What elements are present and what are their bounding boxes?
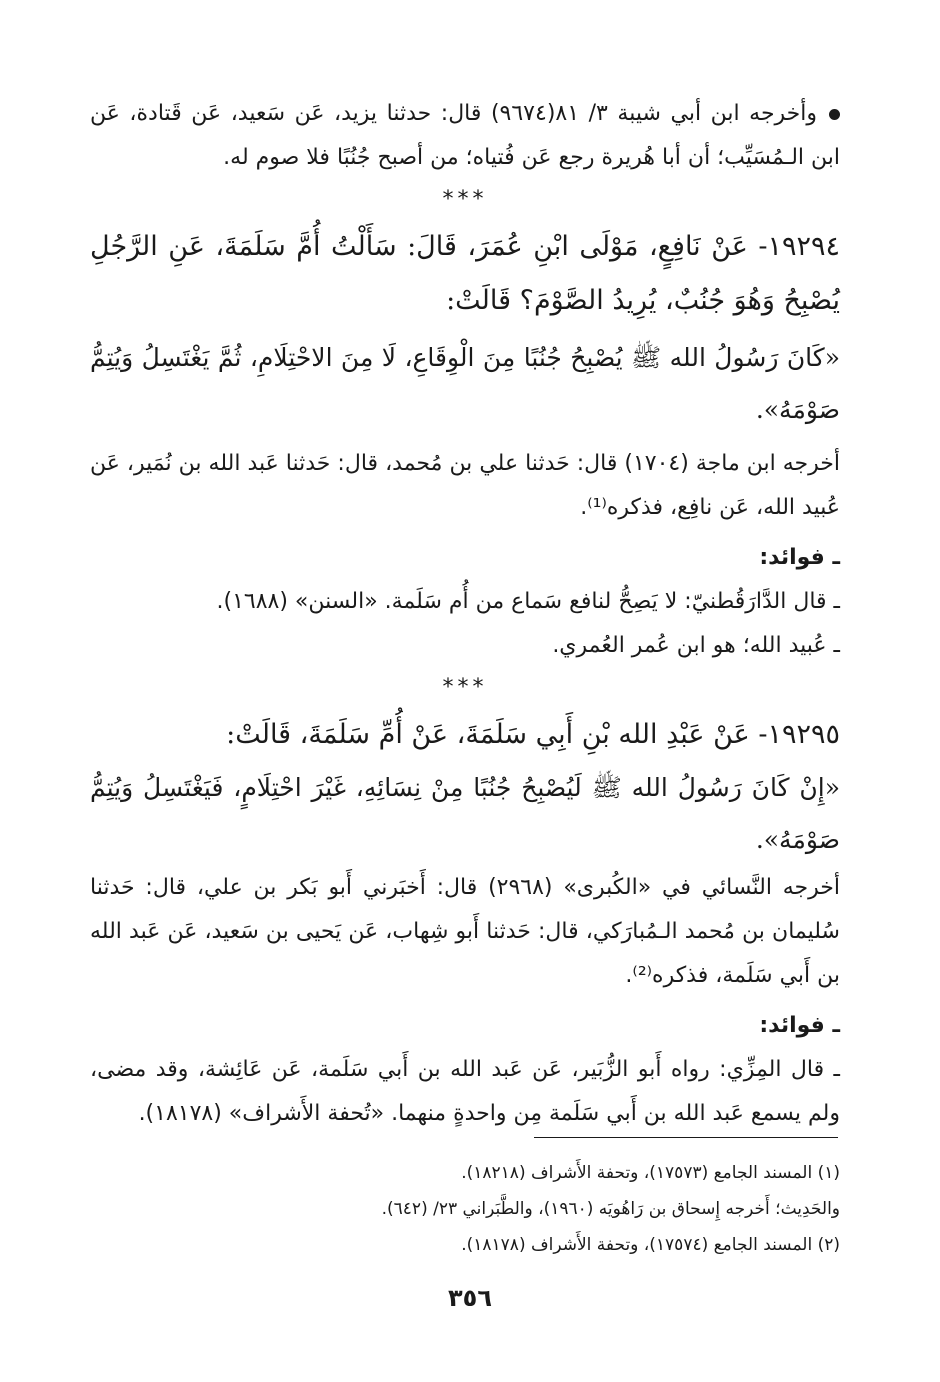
section-separator: ***	[442, 675, 488, 700]
hadith-19295-fawaid-1: ـ قال المِزِّي: رواه أَبو الزُّبَير، عَن عَبد الله بن أَبي سَلَمة، عَن عَائِشة، وقد مضى، ولم يسمع عَبد الله بن أَبي سَلَمة مِن واحدةٍ منهما. «تُحفة الأَشراف» (١٨١٧٨).	[90, 1057, 840, 1126]
footnote-divider	[534, 1137, 838, 1138]
main-text	[90, 92, 840, 1136]
intro-paragraph	[90, 92, 840, 180]
intro-text: وأخرجه ابن أبي شيبة ٣/ ٨١(٩٦٧٤) قال: حدثنا يزيد، عَن سَعيد، عَن قَتادة، عَن ابن الـمُسَيِّب؛ أن أبا هُريرة رجع عَن فُتياه؛ من أصبح جُنُبًا فلا صوم له.	[90, 101, 840, 170]
bullet-icon	[829, 109, 840, 120]
hadith-19294-takhrij: أخرجه ابن ماجة (١٧٠٤) قال: حَدثنا علي بن مُحمد، قال: حَدثنا عَبد الله بن نُمَير، عَن عُبيد الله، عَن نافِع، فذكره⁽¹⁾.	[90, 451, 840, 520]
hadith-19295-takhrij: أخرجه النَّسائي في «الكُبرى» (٢٩٦٨) قال: أَخبَرني أَبو بَكر بن علي، قال: حَدثنا سُليمان بن مُحمد الـمُبارَكي، قال: حَدثنا أَبو شِهاب، عَن يَحيى بن سَعيد، عَن عَبد الله بن أَبي سَلَمة، فذكره⁽²⁾.	[90, 875, 840, 988]
hadith-19294-fawaid-2: ـ عُبيد الله؛ هو ابن عُمر العُمري.	[552, 633, 840, 658]
hadith-19294-matn: «كَانَ رَسُولُ الله ﷺ يُصْبِحُ جُنُبًا مِنَ الْوِقَاعِ، لَا مِنَ الاحْتِلَامِ، ثُمَّ يَغْتَسِلُ وَيُتِمُّ صَوْمَهُ».	[90, 343, 840, 424]
hadith-19294-fawaid-1: ـ قال الدَّارَقُطنيّ: لا يَصِحُّ لنافع سَماع من أُم سَلَمة. «السنن» (١٦٨٨).	[216, 589, 840, 614]
footnote-2: (٢) المسند الجامع (١٧٥٧٤)، وتحفة الأَشراف (١٨١٧٨).	[461, 1235, 840, 1255]
hadith-19294-fawaid-label: ـ فوائد:	[759, 545, 840, 570]
hadith-19295-header: ١٩٢٩٥- عَنْ عَبْدِ الله بْنِ أَبِي سَلَمَةَ، عَنْ أُمِّ سَلَمَةَ، قَالَتْ:	[226, 719, 840, 750]
section-separator: ***	[442, 187, 488, 212]
hadith-19295-fawaid-label: ـ فوائد:	[759, 1013, 840, 1038]
page-number: ٣٥٦	[448, 1284, 492, 1312]
footnote-1-continued: والحَدِيث؛ أَخرجه إِسحاق بن رَاهُويَه (١٩٦٠)، والطَّبَراني ٢٣/ (٦٤٢).	[381, 1199, 840, 1219]
footnote-1: (١) المسند الجامع (١٧٥٧٣)، وتحفة الأَشراف (١٨٢١٨).	[461, 1163, 840, 1183]
hadith-19295-matn: «إِنْ كَانَ رَسُولُ الله ﷺ لَيُصْبِحُ جُنُبًا مِنْ نِسَائِهِ، غَيْرَ احْتِلَامٍ، فَيَغْتَسِلُ وَيُتِمُّ صَوْمَهُ».	[90, 773, 840, 854]
hadith-19294-header: ١٩٢٩٤- عَنْ نَافِعٍ، مَوْلَى ابْنِ عُمَرَ، قَالَ: سَأَلْتُ أُمَّ سَلَمَةَ، عَنِ الرَّجُلِ يُصْبِحُ وَهُوَ جُنُبٌ، يُرِيدُ الصَّوْمَ؟ قَالَتْ:	[90, 231, 840, 316]
footnotes	[90, 1155, 840, 1263]
